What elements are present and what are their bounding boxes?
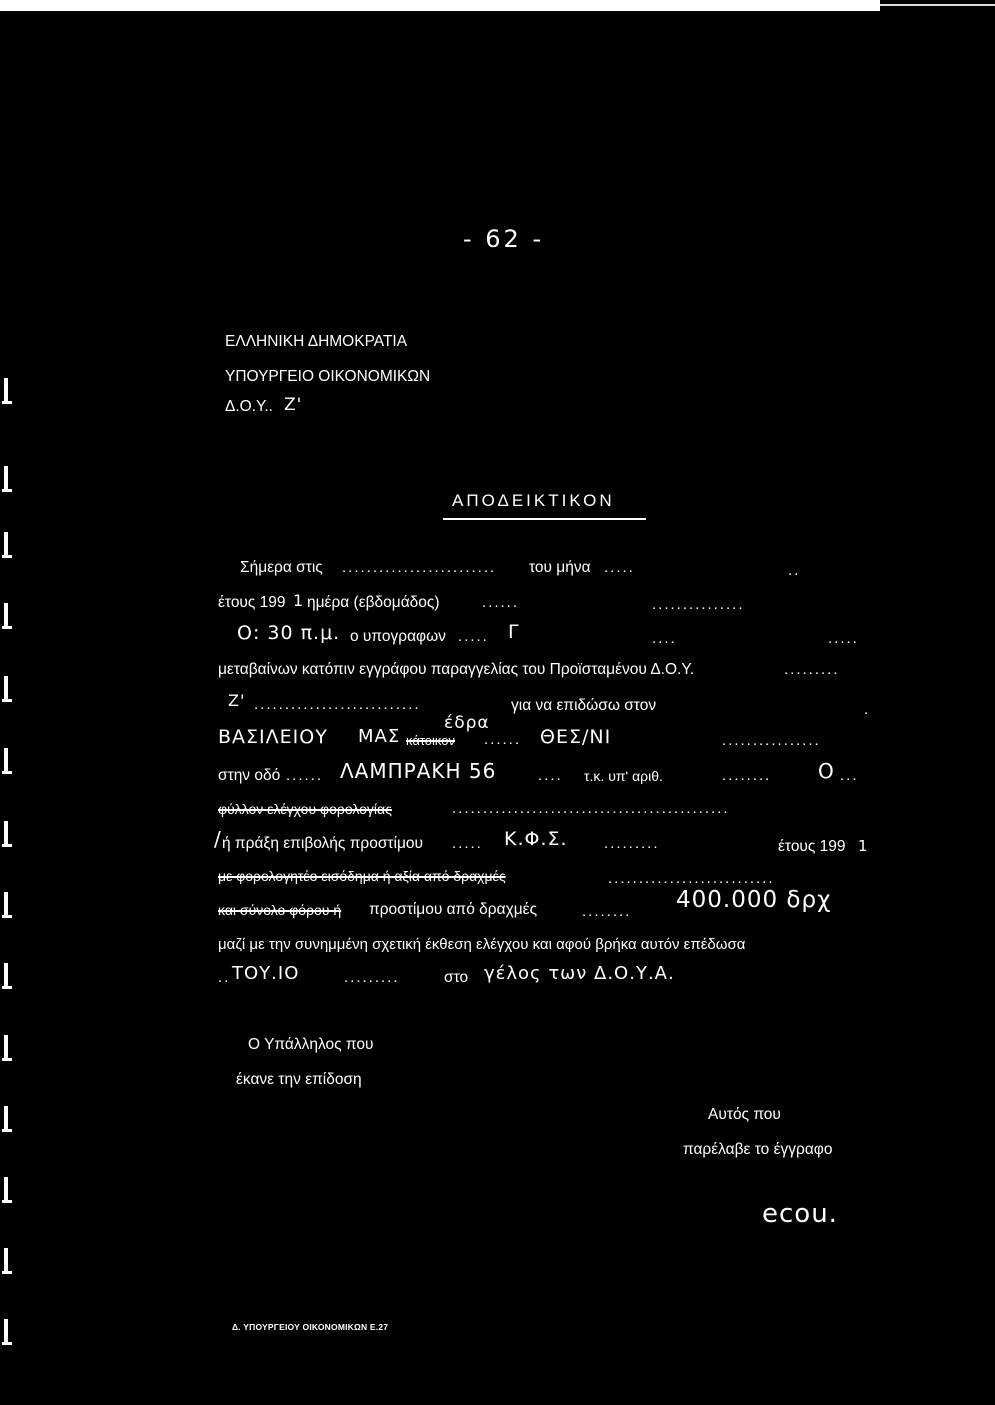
dotted-line: ................ xyxy=(722,732,821,749)
dotted-line: ............................................. xyxy=(452,800,730,817)
doy-handwritten: Ζ' xyxy=(228,691,246,710)
dotted-line: ......... xyxy=(604,835,660,852)
title-underline xyxy=(443,518,646,520)
scan-top-edge-tail xyxy=(880,4,995,6)
dotted-line: ........................... xyxy=(254,696,421,713)
binding-mark xyxy=(2,603,12,629)
act-year-label: έτους 199 xyxy=(778,838,846,855)
tk-label: τ.κ. υπ' αριθ. xyxy=(584,768,663,784)
binding-mark xyxy=(2,821,12,847)
dotted-line: ..... xyxy=(828,630,859,647)
year-handwritten: 1 xyxy=(293,591,305,610)
binding-mark xyxy=(2,466,12,492)
dotted-line: ........................... xyxy=(608,870,775,887)
receiver-caption-line2: παρέλαβε το έγγραφο xyxy=(683,1141,833,1158)
time-handwritten: Ο: 30 π.μ. xyxy=(237,622,341,644)
header-republic: ΕΛΛΗΝΙΚΗ ΔΗΜΟΚΡΑΤΙΑ xyxy=(225,333,408,350)
dotted-line: ..... xyxy=(452,835,483,852)
dotted-line: ..... xyxy=(458,628,489,645)
binding-mark xyxy=(2,892,12,918)
act-year-handwritten: 1 xyxy=(858,837,869,855)
deliver-label: για να επιδώσω στον xyxy=(511,697,657,714)
dotted-line: ......... xyxy=(344,969,400,986)
fine-label: προστίμου από δραχμές xyxy=(369,901,538,918)
act-handwritten-mark: / xyxy=(214,827,222,851)
scan-top-edge xyxy=(0,0,880,11)
today-label: Σήμερα στις xyxy=(240,559,323,576)
street-handwritten: ΛΑΜΠΡΑΚΗ 56 xyxy=(340,759,497,783)
weekday-label: ημέρα (εβδομάδος) xyxy=(307,594,440,611)
dotted-line: ......................... xyxy=(342,559,497,576)
dotted-line: .... xyxy=(538,767,563,784)
dotted-line: ............... xyxy=(652,596,745,613)
binding-mark xyxy=(2,378,12,404)
dotted-line: .. xyxy=(218,969,231,986)
fine-amount-handwritten: 400.000 δρχ xyxy=(676,887,832,913)
binding-mark xyxy=(2,676,12,702)
city-handwritten: ΘΕΣ/ΝΙ xyxy=(540,726,612,748)
act-handwritten: Κ.Φ.Σ. xyxy=(504,828,568,850)
struck-tax-total: και σύνολο φόρου ή xyxy=(218,902,342,918)
header-doy-label: Δ.Ο.Υ.. xyxy=(225,398,273,415)
act-label: ή πράξη επιβολής προστίμου xyxy=(222,835,423,852)
header-doy-handwritten: Ζ' xyxy=(284,395,303,415)
binding-mark xyxy=(2,1035,12,1061)
dotted-line: ...... xyxy=(482,594,520,611)
tk-handwritten: Ο xyxy=(818,759,835,783)
dotted-line: .. xyxy=(788,562,801,579)
receiver-signature: ecou. xyxy=(762,1199,838,1229)
struck-tax-audit-sheet: φύλλον ελέγχου φορολογίας xyxy=(218,801,392,817)
delivered-where-handwritten: γέλος των Δ.Ο.Υ.Α. xyxy=(484,963,675,984)
dotted-line: ........ xyxy=(582,903,632,920)
recipient-handwritten: ΒΑΣΙΛΕΙΟΥ xyxy=(218,726,328,748)
attached-report-text: μαζί με την συνημμένη σχετική έκθεση ελέγχου και αφού βρήκα αυτόν επέδωσα xyxy=(218,936,746,953)
struck-taxable-income: με φορολογητέο εισόδημα ή αξία από δραχμές xyxy=(218,868,506,884)
binding-mark xyxy=(2,1319,12,1345)
dotted-line: . xyxy=(864,701,871,718)
binding-mark xyxy=(2,963,12,989)
dotted-line: ...... xyxy=(286,767,324,784)
page-number: - 62 - xyxy=(463,225,545,253)
dotted-line: ..... xyxy=(604,559,635,576)
resident-handwritten-prefix: ΜΑΣ xyxy=(358,726,401,747)
binding-mark xyxy=(2,1177,12,1203)
at-label: στο xyxy=(444,969,469,986)
signer-handwritten: Γ xyxy=(508,621,520,643)
year-label: έτους 199 xyxy=(218,594,286,611)
month-label: του μήνα xyxy=(529,559,591,576)
dotted-line: ......... xyxy=(784,661,840,678)
dotted-line: ... xyxy=(840,767,859,784)
employee-caption-line1: Ο Υπάλληλος που xyxy=(248,1036,374,1053)
order-text: μεταβαίνων κατόπιν εγγράφου παραγγελίας του Προϊσταμένου Δ.Ο.Υ. xyxy=(218,661,695,678)
dotted-line: .... xyxy=(652,630,677,647)
binding-mark xyxy=(2,1248,12,1274)
binding-mark xyxy=(2,532,12,558)
binding-mark xyxy=(2,1106,12,1132)
street-label: στην οδό xyxy=(218,767,281,784)
delivered-to-handwritten: ΤΟΥ.ΙΟ xyxy=(232,963,300,984)
resident-handwritten-over: έδρα xyxy=(444,713,490,733)
form-code: Δ. ΥΠΟΥΡΓΕΙΟΥ ΟΙΚΟΝΟΜΙΚΩΝ Ε.27 xyxy=(232,1322,389,1332)
employee-caption-line2: έκανε την επίδοση xyxy=(236,1071,362,1088)
resident-printed-struck: κάτοικον xyxy=(406,733,455,748)
dotted-line: ...... xyxy=(484,731,522,748)
document-title: ΑΠΟΔΕΙΚΤΙΚΟΝ xyxy=(452,491,615,510)
dotted-line: ........ xyxy=(722,767,772,784)
header-ministry: ΥΠΟΥΡΓΕΙΟ ΟΙΚΟΝΟΜΙΚΩΝ xyxy=(225,368,431,385)
binding-mark xyxy=(2,748,12,774)
receiver-caption-line1: Αυτός που xyxy=(708,1106,781,1123)
signer-label: ο υπογραφων xyxy=(350,628,446,645)
